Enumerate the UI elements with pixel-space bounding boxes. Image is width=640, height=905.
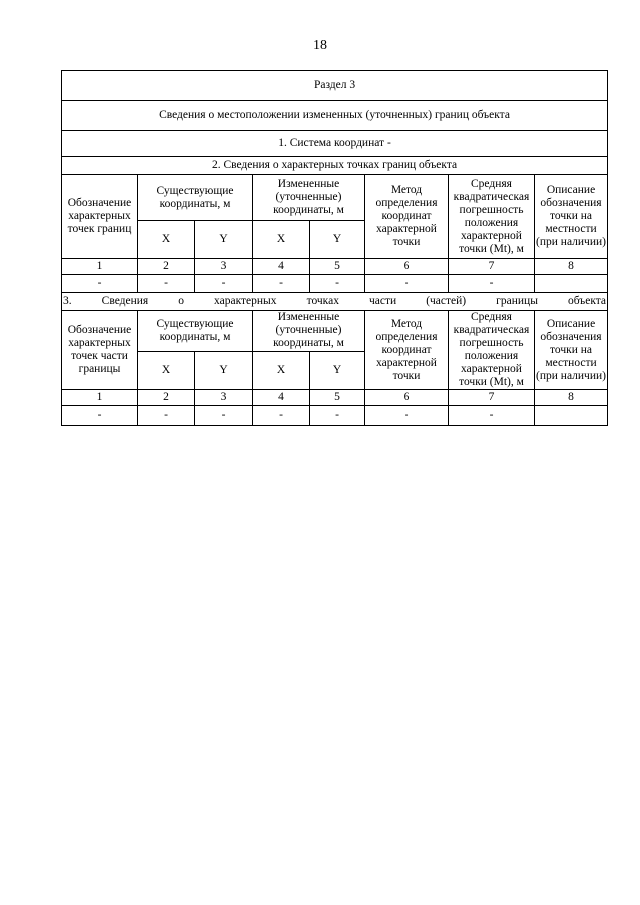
column-number: 8: [535, 390, 608, 406]
table-cell: -: [62, 406, 138, 426]
part2-header-row: [62, 175, 608, 221]
column-number: 6: [365, 390, 449, 406]
column-number: 4: [253, 259, 310, 275]
section-subtitle: Сведения о местоположении измененных (уточненных) границ объекта: [62, 101, 608, 131]
table-cell: [535, 275, 608, 293]
header-y: Y: [310, 351, 365, 390]
column-number: 8: [535, 259, 608, 275]
table-cell: -: [310, 275, 365, 293]
header-existing-coords: Существующие координаты, м: [138, 311, 253, 352]
header-error: Средняя квадратическая погрешность положения характерной точки (Mt), м: [449, 175, 535, 259]
table-cell: -: [449, 406, 535, 426]
column-number: 1: [62, 390, 138, 406]
section-title: Раздел 3: [62, 71, 608, 101]
table-cell: -: [449, 275, 535, 293]
section-title-row: [62, 71, 608, 101]
column-number: 3: [195, 390, 253, 406]
header-method: Метод определения координат характерной точки: [365, 311, 449, 390]
header-designation: Обозначение характерных точек границ: [62, 175, 138, 259]
header-designation: Обозначение характерных точек части границы: [62, 311, 138, 390]
column-number: 5: [310, 390, 365, 406]
column-number: 3: [195, 259, 253, 275]
column-number: 5: [310, 259, 365, 275]
column-number: 4: [253, 390, 310, 406]
column-number: 2: [138, 390, 195, 406]
coord-system-row: [62, 131, 608, 157]
section-subtitle-row: [62, 101, 608, 131]
header-description: Описание обозначения точки на местности (при наличии): [535, 175, 608, 259]
column-number: 7: [449, 390, 535, 406]
page-number: 18: [313, 38, 327, 53]
table-cell: -: [253, 406, 310, 426]
table-row: [62, 406, 608, 426]
header-y: Y: [195, 351, 253, 390]
table-cell: -: [138, 275, 195, 293]
header-changed-coords: Измененные (уточненные) координаты, м: [253, 311, 365, 352]
table-cell: -: [253, 275, 310, 293]
table-cell: -: [365, 406, 449, 426]
header-x: X: [253, 221, 310, 259]
header-existing-coords: Существующие координаты, м: [138, 175, 253, 221]
coord-system: 1. Система координат -: [62, 131, 608, 157]
part3-title-row: [62, 293, 608, 311]
part2-column-numbers: [62, 259, 608, 275]
header-y: Y: [195, 221, 253, 259]
header-error: Средняя квадратическая погрешность положения характерной точки (Mt), м: [449, 311, 535, 390]
header-x: X: [138, 351, 195, 390]
header-y: Y: [310, 221, 365, 259]
table-cell: -: [195, 406, 253, 426]
header-description: Описание обозначения точки на местности (при наличии): [535, 311, 608, 390]
table-cell: -: [195, 275, 253, 293]
header-x: X: [138, 221, 195, 259]
part2-title: 2. Сведения о характерных точках границ объекта: [62, 157, 608, 175]
section-3-table: [61, 70, 608, 426]
column-number: 7: [449, 259, 535, 275]
column-number: 2: [138, 259, 195, 275]
table-cell: -: [365, 275, 449, 293]
table-cell: -: [62, 275, 138, 293]
header-method: Метод определения координат характерной точки: [365, 175, 449, 259]
header-changed-coords: Измененные (уточненные) координаты, м: [253, 175, 365, 221]
table-cell: -: [310, 406, 365, 426]
part3-title: 3. Сведения о характерных точках части (частей) границы объекта: [62, 293, 608, 311]
header-x: X: [253, 351, 310, 390]
part3-header-row: [62, 311, 608, 352]
table-cell: -: [138, 406, 195, 426]
part3-column-numbers: [62, 390, 608, 406]
column-number: 1: [62, 259, 138, 275]
table-row: [62, 275, 608, 293]
table-cell: [535, 406, 608, 426]
column-number: 6: [365, 259, 449, 275]
part2-title-row: [62, 157, 608, 175]
